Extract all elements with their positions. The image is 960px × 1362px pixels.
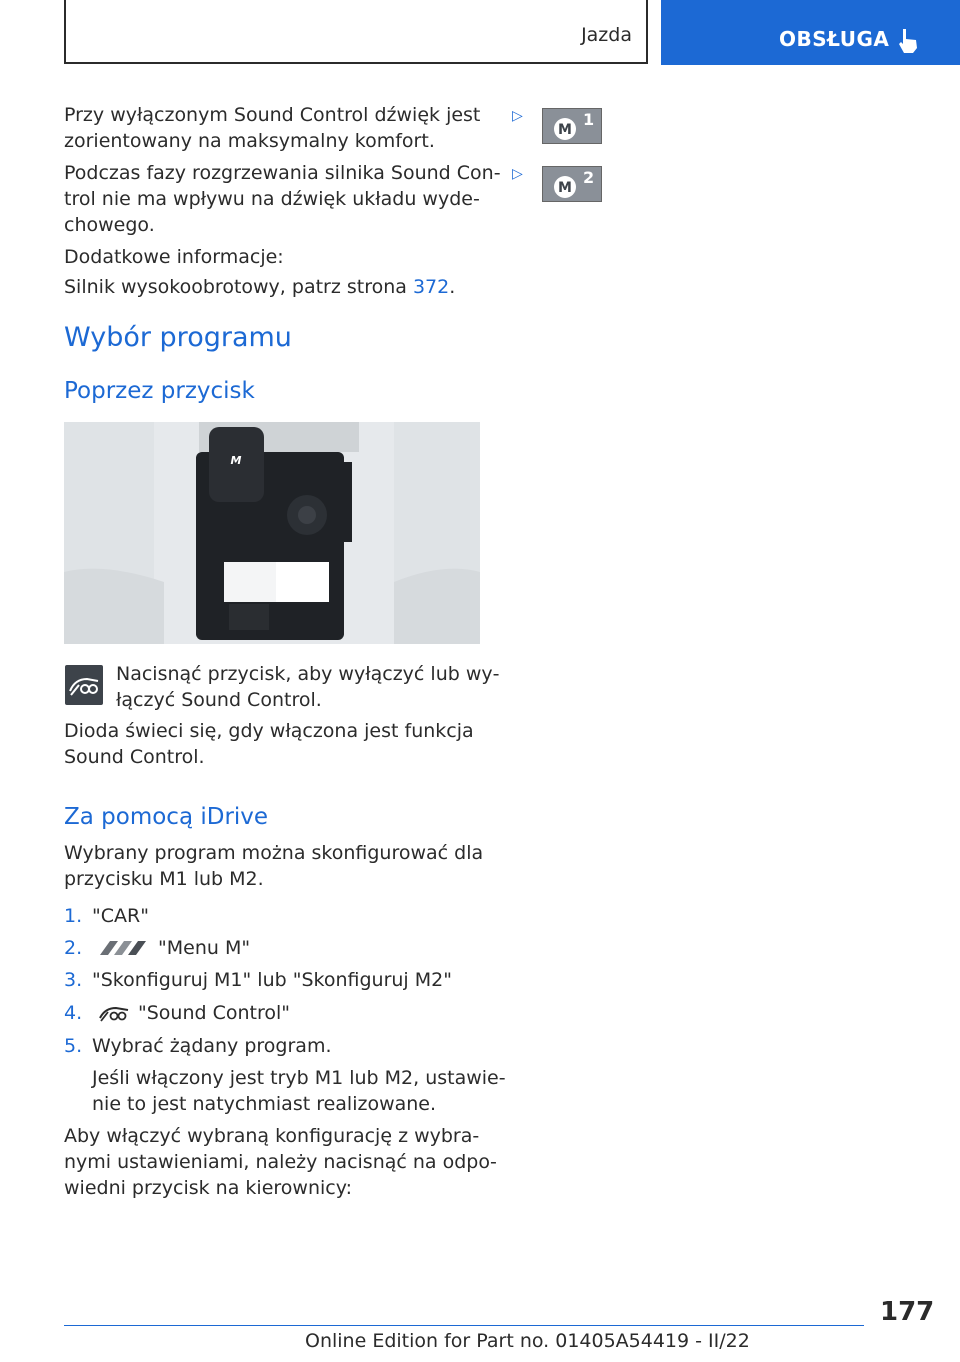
led-description: Dioda świeci się, gdy włączona jest funkcja Sound Control. [64,720,474,768]
idrive-outro: Aby włączyć wybraną konfigurację z wybra‐ nymi ustawieniami, należy nacisnąć na odpo‐ wiedni przycisk na kierownicy: [64,1125,497,1199]
step-number: 5. [64,1035,83,1057]
list-item [64,1000,291,1026]
svg-text:M: M [230,454,242,467]
page-number: 177 [880,1297,935,1327]
heading-via-button: Poprzez przycisk [64,378,255,404]
step-text: "Sound Control" [138,1002,291,1024]
list-item [64,935,251,961]
center-console-photo [64,422,480,644]
svg-text:M: M [558,122,572,138]
header-chapter-box [64,0,648,64]
intro-paragraph-2: Podczas fazy rozgrzewania silnika Sound Con‐ trol nie ma wpływu na dźwięk układu wyde‐ chowego. [64,162,501,236]
svg-text:M: M [558,180,572,196]
list-item [64,1033,332,1059]
step-text: "CAR" [92,905,149,927]
footer-divider [64,1325,864,1326]
triangle-marker-icon: ▷ [512,166,523,182]
list-item [64,903,149,929]
m1-button-icon [542,108,602,144]
section-title: OBSŁUGA [779,27,890,51]
intro-paragraph-1: Przy wyłączonym Sound Control dźwięk jest zorientowany na maksymalny komfort. [64,104,481,152]
svg-text:2: 2 [583,168,595,187]
section-tab [661,0,960,65]
idrive-intro: Wybrany program można skonfigurować dla przycisku M1 lub M2. [64,842,484,890]
step-note: Jeśli włączony jest tryb M1 lub M2, ustawie‐ nie to jest natychmiast realizowane. [92,1067,506,1115]
list-item [64,967,452,993]
engine-reference: Silnik wysokoobrotowy, patrz strona 372. [64,276,456,298]
svg-text:1: 1 [583,110,595,129]
step-number: 1. [64,905,83,927]
chapter-title: Jazda [581,24,632,46]
button-instruction: Nacisnąć przycisk, aby wyłączyć lub wy‐ łączyć Sound Control. [116,663,500,711]
step-text: Wybrać żądany program. [92,1035,332,1057]
step-text: "Menu M" [158,937,251,959]
additional-info-label: Dodatkowe informacje: [64,246,284,268]
m-stripes-icon [96,939,148,957]
step-number: 4. [64,1002,83,1024]
step-text: "Skonfiguruj M1" lub "Skonfiguruj M2" [92,969,452,991]
heading-via-idrive: Za pomocą iDrive [64,804,269,830]
hand-pointer-icon [897,28,919,54]
m2-button-icon [542,166,602,202]
page-link[interactable]: 372 [412,276,450,298]
triangle-marker-icon: ▷ [512,108,523,124]
sound-control-icon [65,665,103,705]
step-number: 3. [64,969,83,991]
sound-control-small-icon [98,1002,132,1024]
heading-program-selection: Wybór programu [64,322,292,353]
step-number: 2. [64,937,83,959]
edition-note: Online Edition for Part no. 01405A54419 - II/22 [305,1330,750,1352]
